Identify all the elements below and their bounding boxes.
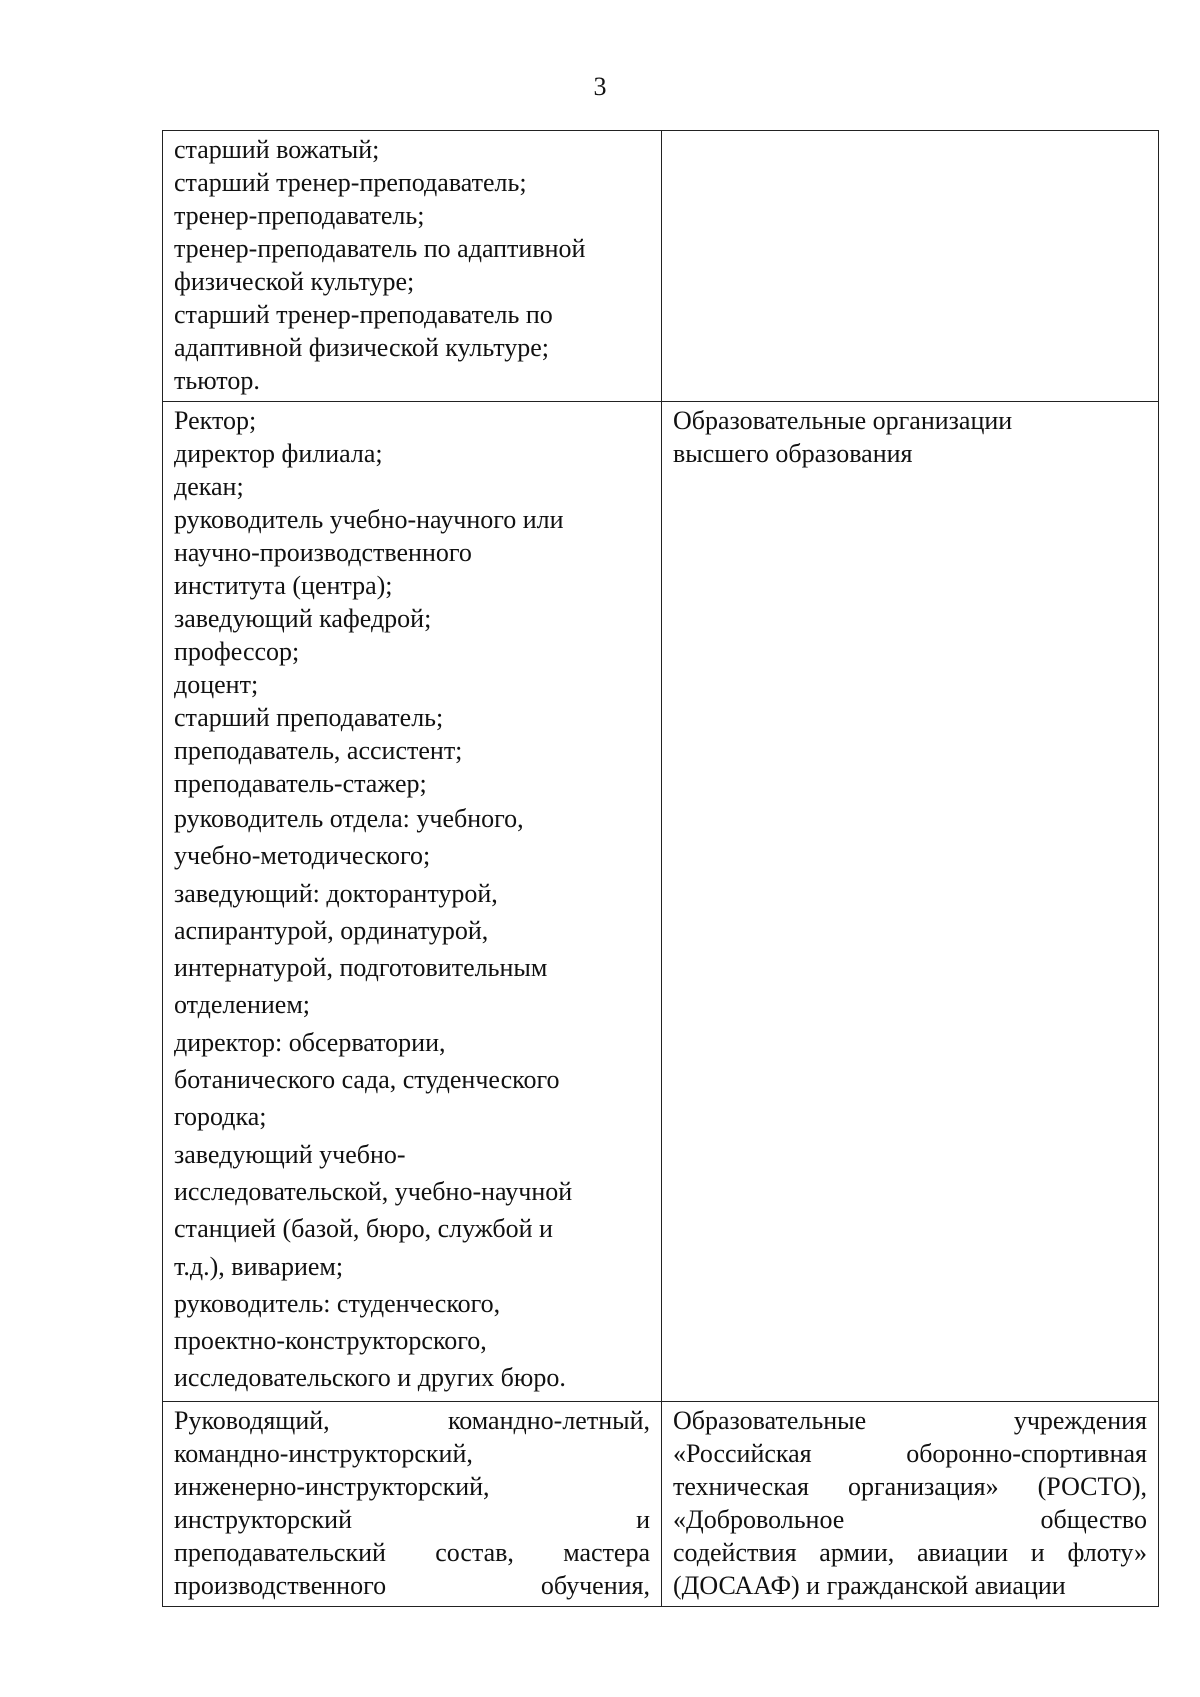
position-line: заведующий кафедрой; [174,604,432,633]
position-line: командно-инструкторский, [174,1438,473,1468]
organization-line: «Российская оборонно-спортивная [673,1438,1147,1468]
position-line: директор: обсерватории, [174,1027,446,1057]
positions-cell [163,1401,662,1606]
position-line: заведующий учебно- [174,1139,406,1169]
position-line: т.д.), виварием; [174,1251,344,1281]
position-line: станцией (базой, бюро, службой и [174,1214,553,1244]
position-line: инструкторский и [174,1504,650,1534]
positions-cell [163,402,662,1402]
organizations-cell [662,402,1159,1402]
positions-cell [163,131,662,402]
position-line: исследовательской, учебно-научной [174,1176,573,1206]
position-line: руководитель учебно-научного или [174,505,564,534]
table-row [163,402,1159,1402]
position-line: декан; [174,472,244,501]
organization-line: «Добровольное общество [673,1504,1147,1534]
position-line: проектно-конструкторского, [174,1326,487,1356]
positions-table [162,130,1159,1607]
position-line: физической культуре; [174,267,415,296]
position-line: производственного обучения, [174,1570,650,1600]
organization-line: Образовательные учреждения [673,1405,1147,1435]
position-line: преподаватель-стажер; [174,769,427,798]
table-row [163,131,1159,402]
position-line: заведующий: докторантурой, [174,878,498,908]
position-line: ботанического сада, студенческого [174,1065,560,1095]
position-line: директор филиала; [174,439,383,468]
position-line: тренер-преподаватель по адаптивной [174,234,586,263]
position-line: старший преподаватель; [174,703,444,732]
position-line: преподавательский состав, мастера [174,1537,650,1567]
position-line: профессор; [174,637,300,666]
position-line: института (центра); [174,571,393,600]
position-line: руководитель: студенческого, [174,1288,501,1318]
position-line: старший тренер-преподаватель по [174,300,553,329]
position-line: учебно-методического; [174,841,431,871]
position-line: научно-производственного [174,538,472,567]
position-line: Руководящий, командно-летный, [174,1405,650,1435]
organization-line: высшего образования [673,439,913,468]
position-line: интернатурой, подготовительным [174,953,548,983]
position-line: доцент; [174,670,259,699]
organizations-cell [662,1401,1159,1606]
table-row [163,1401,1159,1606]
organization-line: Образовательные организации [673,406,1013,435]
organization-line: техническая организация» (РОСТО), [673,1471,1147,1501]
position-line: старший тренер-преподаватель; [174,168,527,197]
page-number: 3 [593,72,607,101]
position-line: тренер-преподаватель; [174,201,425,230]
position-line: инженерно-инструкторский, [174,1471,490,1501]
position-line: адаптивной физической культуре; [174,333,549,362]
position-line: городка; [174,1102,267,1132]
organization-line: (ДОСААФ) и гражданской авиации [673,1570,1066,1600]
organization-line: содействия армии, авиации и флоту» [673,1537,1147,1567]
position-line: старший вожатый; [174,135,380,164]
position-line: отделением; [174,990,311,1020]
position-line: преподаватель, ассистент; [174,736,463,765]
position-line: руководитель отдела: учебного, [174,804,524,833]
position-line: исследовательского и других бюро. [174,1363,566,1393]
position-line: аспирантурой, ординатурой, [174,915,489,945]
organizations-cell [662,131,1159,402]
position-line: Ректор; [174,406,257,435]
position-line: тьютор. [174,366,260,395]
